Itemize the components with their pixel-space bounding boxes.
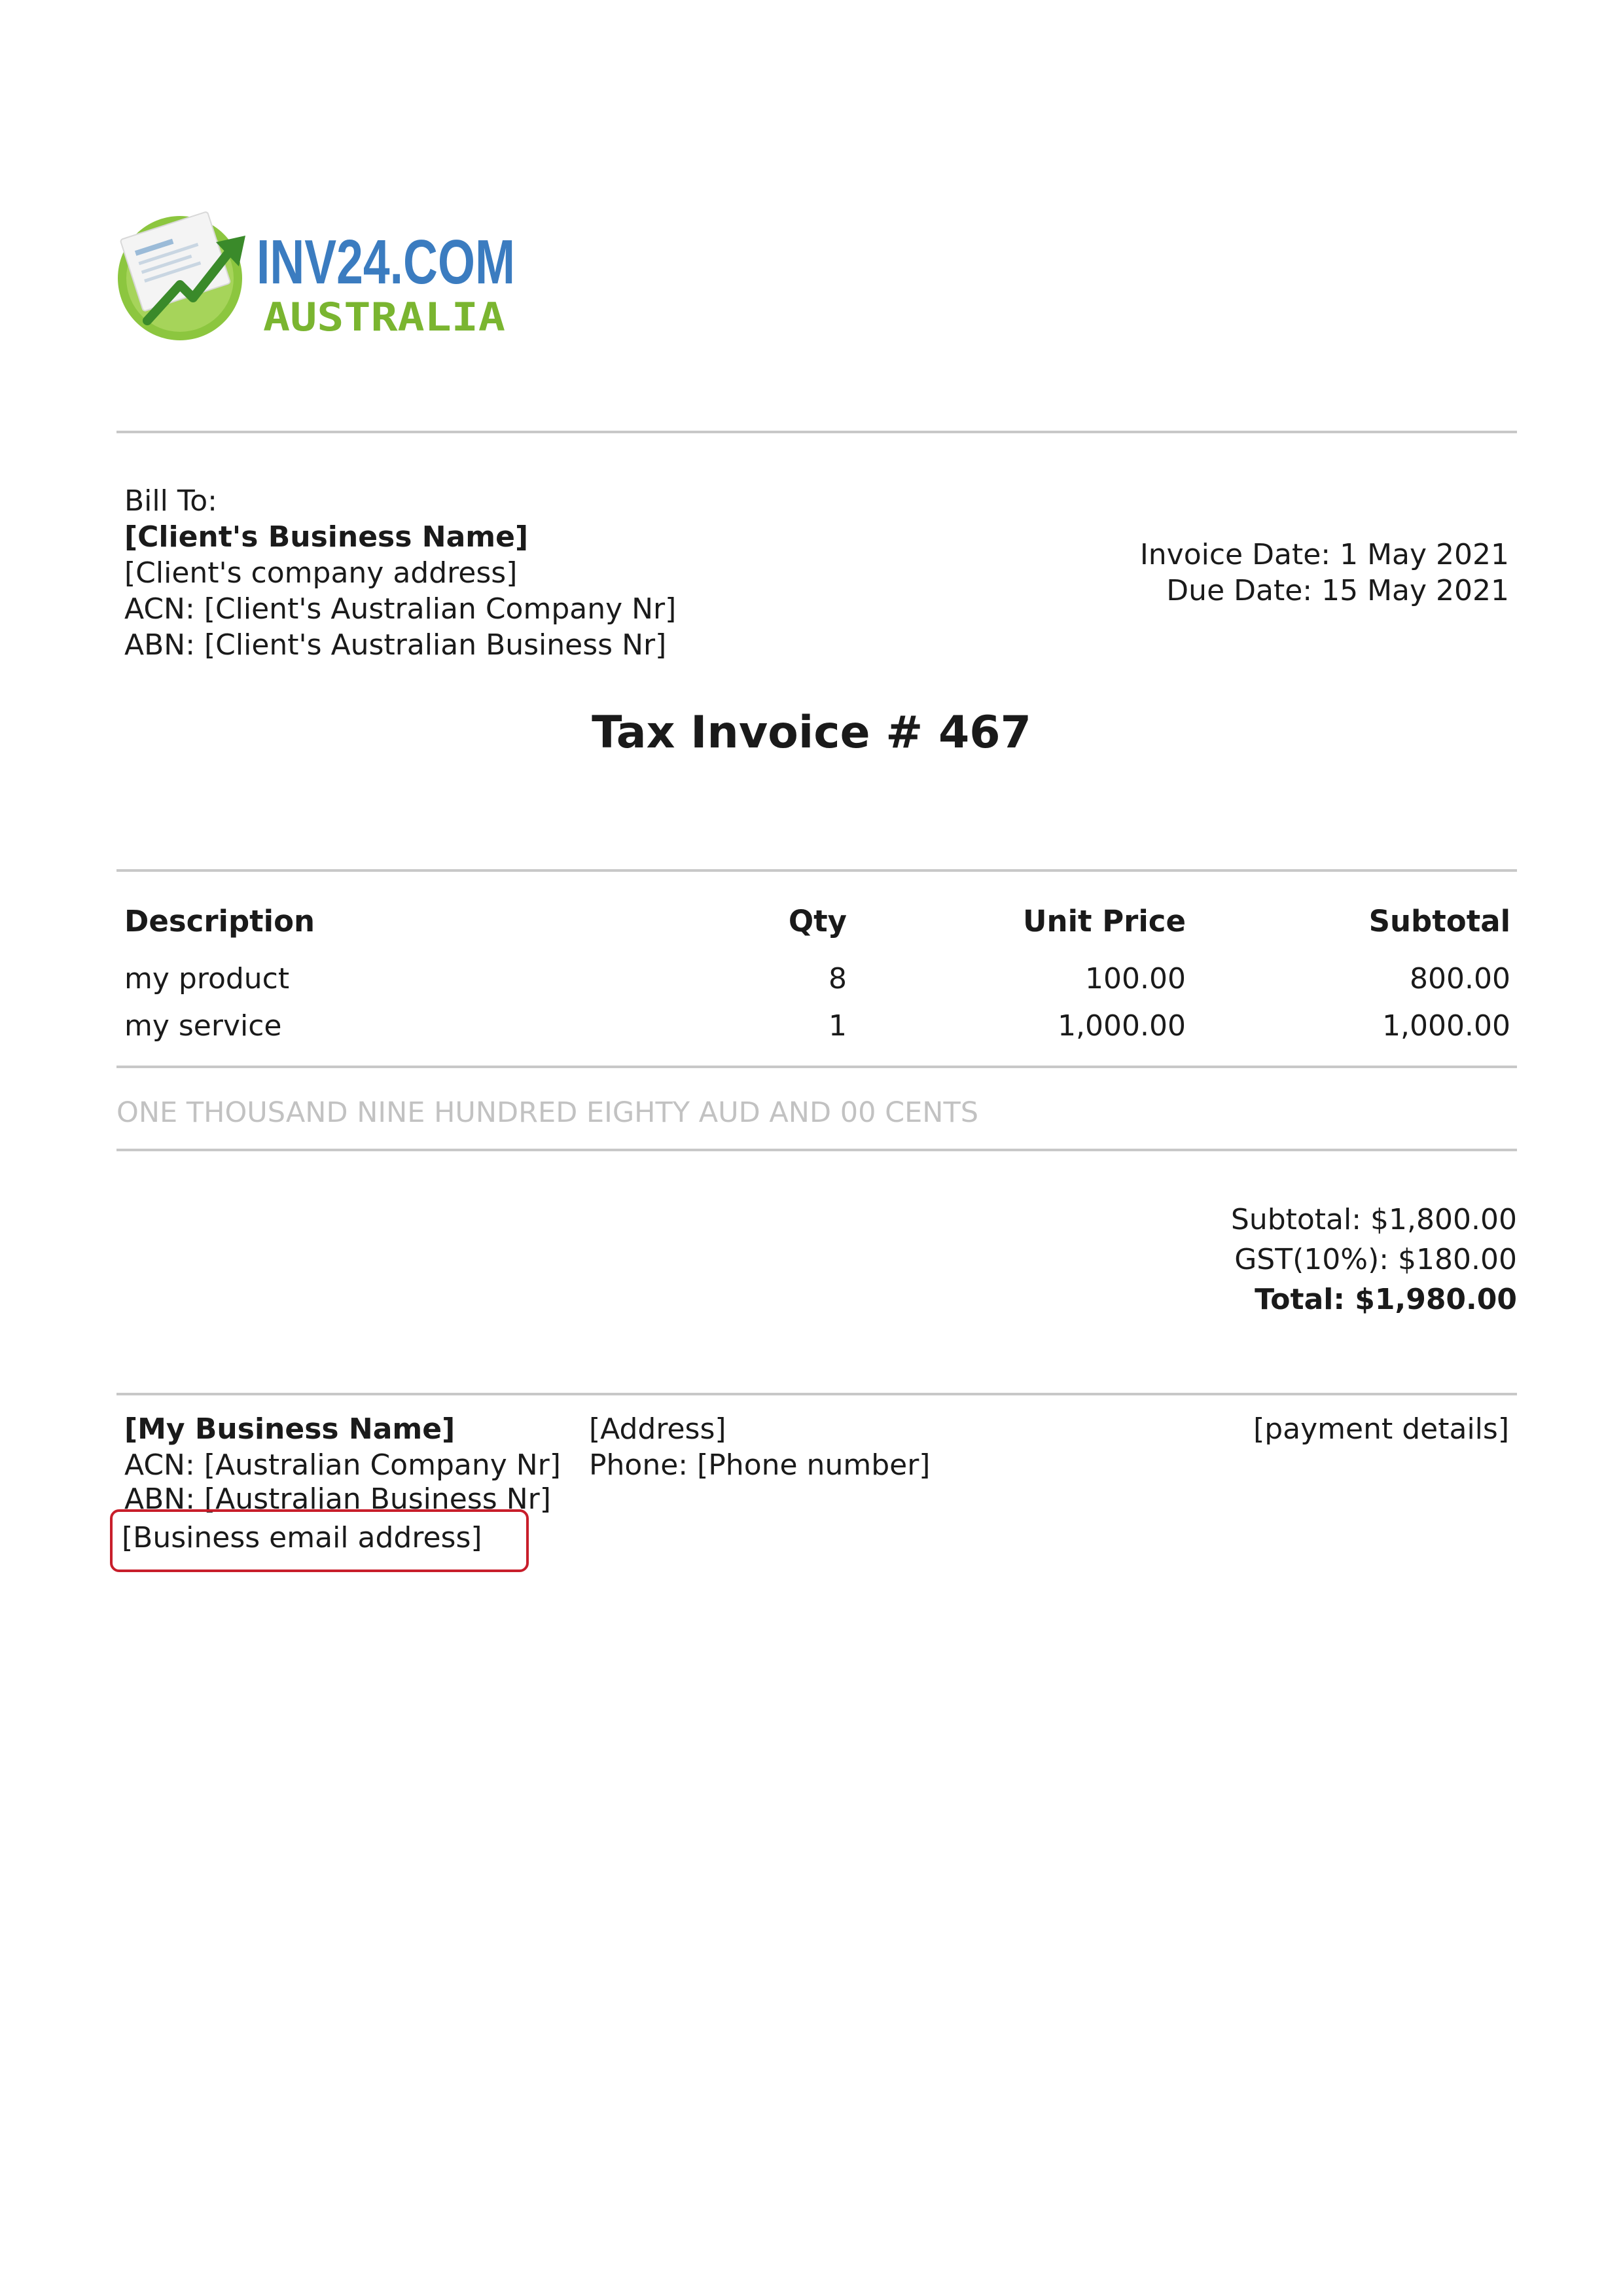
- column-header-unit-price: Unit Price: [1023, 904, 1186, 939]
- divider: [116, 1393, 1517, 1395]
- totals-block: [1231, 1200, 1517, 1319]
- total-amount: Total: $1,980.00: [1255, 1283, 1517, 1316]
- subtotal-amount: Subtotal: $1,800.00: [1230, 1203, 1517, 1236]
- company-logo: [118, 206, 524, 344]
- business-email: [Business email address]: [122, 1521, 482, 1554]
- payment-details-text: [payment details]: [1253, 1412, 1509, 1446]
- logo-secondary-text: AUSTRALIA: [263, 295, 505, 340]
- item-description: my service: [124, 1009, 282, 1043]
- item-qty: 8: [829, 962, 847, 996]
- item-unit-price: 1,000.00: [1058, 1009, 1186, 1043]
- business-abn: ABN: [Australian Business Nr]: [124, 1482, 551, 1516]
- column-header-subtotal: Subtotal: [1368, 904, 1510, 939]
- client-address: [Client's company address]: [124, 556, 518, 590]
- item-description: my product: [124, 962, 290, 996]
- divider: [116, 1066, 1517, 1068]
- divider: [116, 431, 1517, 433]
- payment-details: [1253, 1411, 1509, 1447]
- divider: [116, 1149, 1517, 1151]
- column-header-description: Description: [124, 904, 315, 939]
- item-subtotal: 800.00: [1410, 962, 1510, 996]
- item-subtotal: 1,000.00: [1382, 1009, 1510, 1043]
- client-acn: ACN: [Client's Australian Company Nr]: [124, 592, 677, 626]
- item-unit-price: 100.00: [1085, 962, 1186, 996]
- client-business-name: [Client's Business Name]: [124, 520, 529, 554]
- gst-amount: GST(10%): $180.00: [1234, 1243, 1517, 1276]
- logo-graphic: [118, 206, 524, 344]
- bill-to-block: [124, 483, 676, 663]
- divider: [116, 869, 1517, 872]
- logo-primary-text: INV24.COM: [257, 227, 515, 297]
- client-abn: ABN: [Client's Australian Business Nr]: [124, 628, 667, 662]
- invoice-dates: [1140, 537, 1509, 609]
- due-date: Due Date: 15 May 2021: [1166, 574, 1509, 607]
- column-header-qty: Qty: [788, 904, 847, 939]
- business-name: [My Business Name]: [124, 1412, 455, 1446]
- invoice-title: Tax Invoice # 467: [592, 707, 1031, 759]
- business-details: [124, 1411, 561, 1516]
- bill-to-label: Bill To:: [124, 484, 217, 518]
- business-address: [Address]: [589, 1412, 726, 1446]
- invoice-date: Invoice Date: 1 May 2021: [1139, 538, 1509, 571]
- item-qty: 1: [829, 1009, 847, 1043]
- business-phone: Phone: [Phone number]: [589, 1448, 931, 1482]
- amount-in-words: ONE THOUSAND NINE HUNDRED EIGHTY AUD AND 00 CENTS: [116, 1096, 979, 1129]
- contact-details: [589, 1411, 930, 1483]
- business-acn: ACN: [Australian Company Nr]: [124, 1448, 561, 1482]
